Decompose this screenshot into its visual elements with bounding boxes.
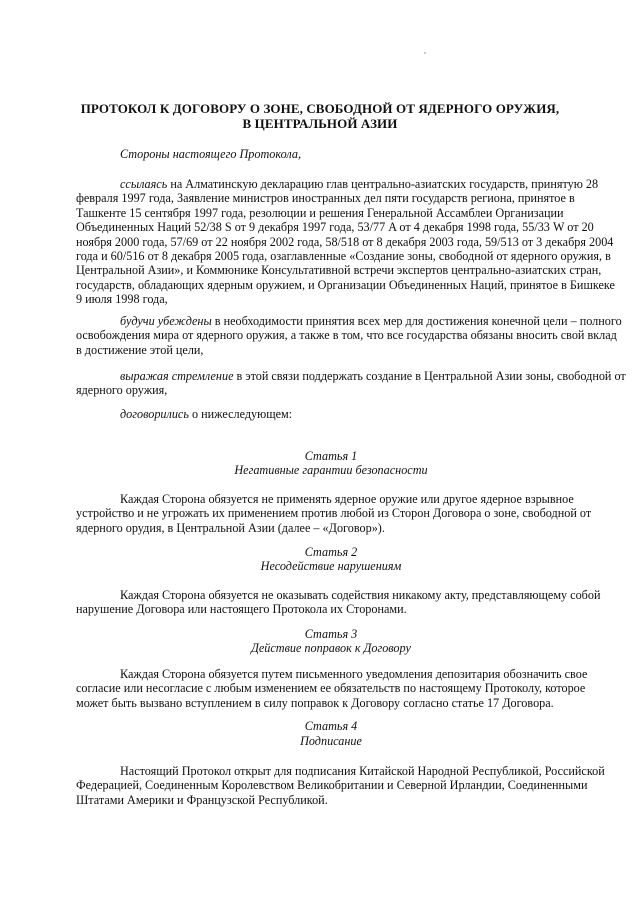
article-4-line-2: Федерацией, Соединенным Королевством Великобритании и Северной Ирландии, Соединенными [76, 778, 588, 793]
agreed-lead: договорились [120, 407, 189, 421]
referring-line-9: 9 июля 1998 года, [76, 292, 168, 307]
referring-line-6: года и 60/516 от 8 декабря 2005 года, озаглавленные «Создание зоны, свободной от ядерного оружия, в [76, 249, 611, 264]
scan-speck [424, 52, 426, 54]
referring-line-4: Объединенных Наций 52/38 S от 9 декабря 1997 года, 53/77 A от 4 декабря 1998 года, 55/33 W от 20 [76, 220, 594, 235]
article-3-heading: Действие поправок к Договору [251, 641, 411, 655]
agreed-line [76, 407, 586, 421]
preamble-convinced [76, 314, 622, 357]
article-2-number: Статья 2 [304, 545, 358, 559]
article-3-line-3: может быть вызвано вступлением в силу поправок к Договору согласно статье 17 Договора. [76, 695, 554, 710]
preamble-parties [120, 147, 580, 161]
article-3-line-1: Каждая Сторона обязуется путем письменного уведомления депозитария обозначить свое [120, 667, 588, 681]
article-1-number: Статья 1 [304, 449, 358, 463]
article-4-number: Статья 4 [304, 719, 358, 733]
convinced-line-1 [76, 314, 622, 328]
referring-line-7: Центральной Азии», и Коммюнике Консультативной встречи экспертов центрально-азиатских стран, [76, 263, 602, 278]
referring-line-5: ноября 2000 года, 57/69 от 22 ноября 2002 года, 58/518 от 8 декабря 2003 года, 59/513 от 3 декабря 2004 [76, 234, 614, 249]
article-4-line-3: Штатами Америки и Французской Республикой. [76, 792, 328, 807]
convinced-line-3: в достижение этой цели, [76, 342, 204, 357]
referring-line-1 [76, 177, 599, 191]
article-4-heading: Подписание [300, 734, 362, 748]
article-3-body [76, 667, 586, 710]
convinced-lead: будучи убеждены [120, 314, 212, 328]
desiring-line-1 [76, 369, 626, 383]
agreed-rest: о нижеследующем: [188, 407, 293, 421]
desiring-line-2: ядерного оружия, [76, 383, 168, 398]
referring-line-3: Ташкенте 15 сентября 1997 года, резолюции и решения Генеральной Ассамблеи Организации [76, 205, 564, 220]
referring-line-1-text: на Алматинскую декларацию глав центрально-азиатских государств, принятую 28 [167, 177, 599, 191]
article-1-line-3: ядерного орудия, в Центральной Азии (далее – «Договор»). [76, 520, 385, 535]
title-line-2: В ЦЕНТРАЛЬНОЙ АЗИИ [242, 116, 398, 131]
article-3-number: Статья 3 [304, 627, 358, 641]
article-1-line-1: Каждая Сторона обязуется не применять ядерное оружие или другое ядерное взрывное [120, 492, 574, 506]
article-1-body [76, 492, 592, 535]
article-2-body [76, 588, 601, 617]
desiring-lead: выражая стремление [120, 369, 234, 383]
convinced-line-1-text: в необходимости принятия всех мер для достижения конечной цели – полного [211, 314, 622, 328]
referring-line-8: государств, обладающих ядерным оружием, и Организации Объединенных Наций, принятое в Бишкеке [76, 277, 615, 292]
article-2-line-1: Каждая Сторона обязуется не оказывать содействия никакому акту, представляющему собой [120, 588, 601, 602]
referring-line-2: февраля 1997 года, Заявление министров иностранных дел пяти государств региона, принятое в [76, 191, 575, 206]
preamble-referring [76, 177, 615, 307]
article-4-body [76, 764, 605, 807]
convinced-line-2: освобождения мира от ядерного оружия, а также в том, что все государства обязаны вносить свой вклад [76, 328, 617, 343]
preamble-desiring [76, 369, 626, 398]
article-1-heading: Негативные гарантии безопасности [234, 463, 428, 477]
desiring-line-1-text: в этой связи поддержать создание в Центральной Азии зоны, свободной от [233, 369, 626, 383]
article-2-line-2: нарушение Договора или настоящего Протокола их Сторонами. [76, 602, 407, 617]
title-line-1: ПРОТОКОЛ К ДОГОВОРУ О ЗОНЕ, СВОБОДНОЙ ОТ ЯДЕРНОГО ОРУЖИЯ, [80, 101, 560, 116]
referring-lead: ссылаясь [120, 177, 168, 191]
article-3-line-2: согласие или несогласие с любым изменением ее обязательств по настоящему Протоколу, которое [76, 681, 586, 696]
parties-text: Стороны настоящего Протокола, [120, 147, 302, 161]
article-2-heading: Несодействие нарушениям [260, 559, 402, 573]
preamble-agreed [76, 407, 586, 421]
article-1-line-2: устройство и не угрожать их применением против любой из Сторон Договора о зоне, свободной от [76, 506, 592, 521]
article-4-line-1: Настоящий Протокол открыт для подписания Китайской Народной Республикой, Российской [120, 764, 605, 778]
document-title [60, 101, 580, 131]
